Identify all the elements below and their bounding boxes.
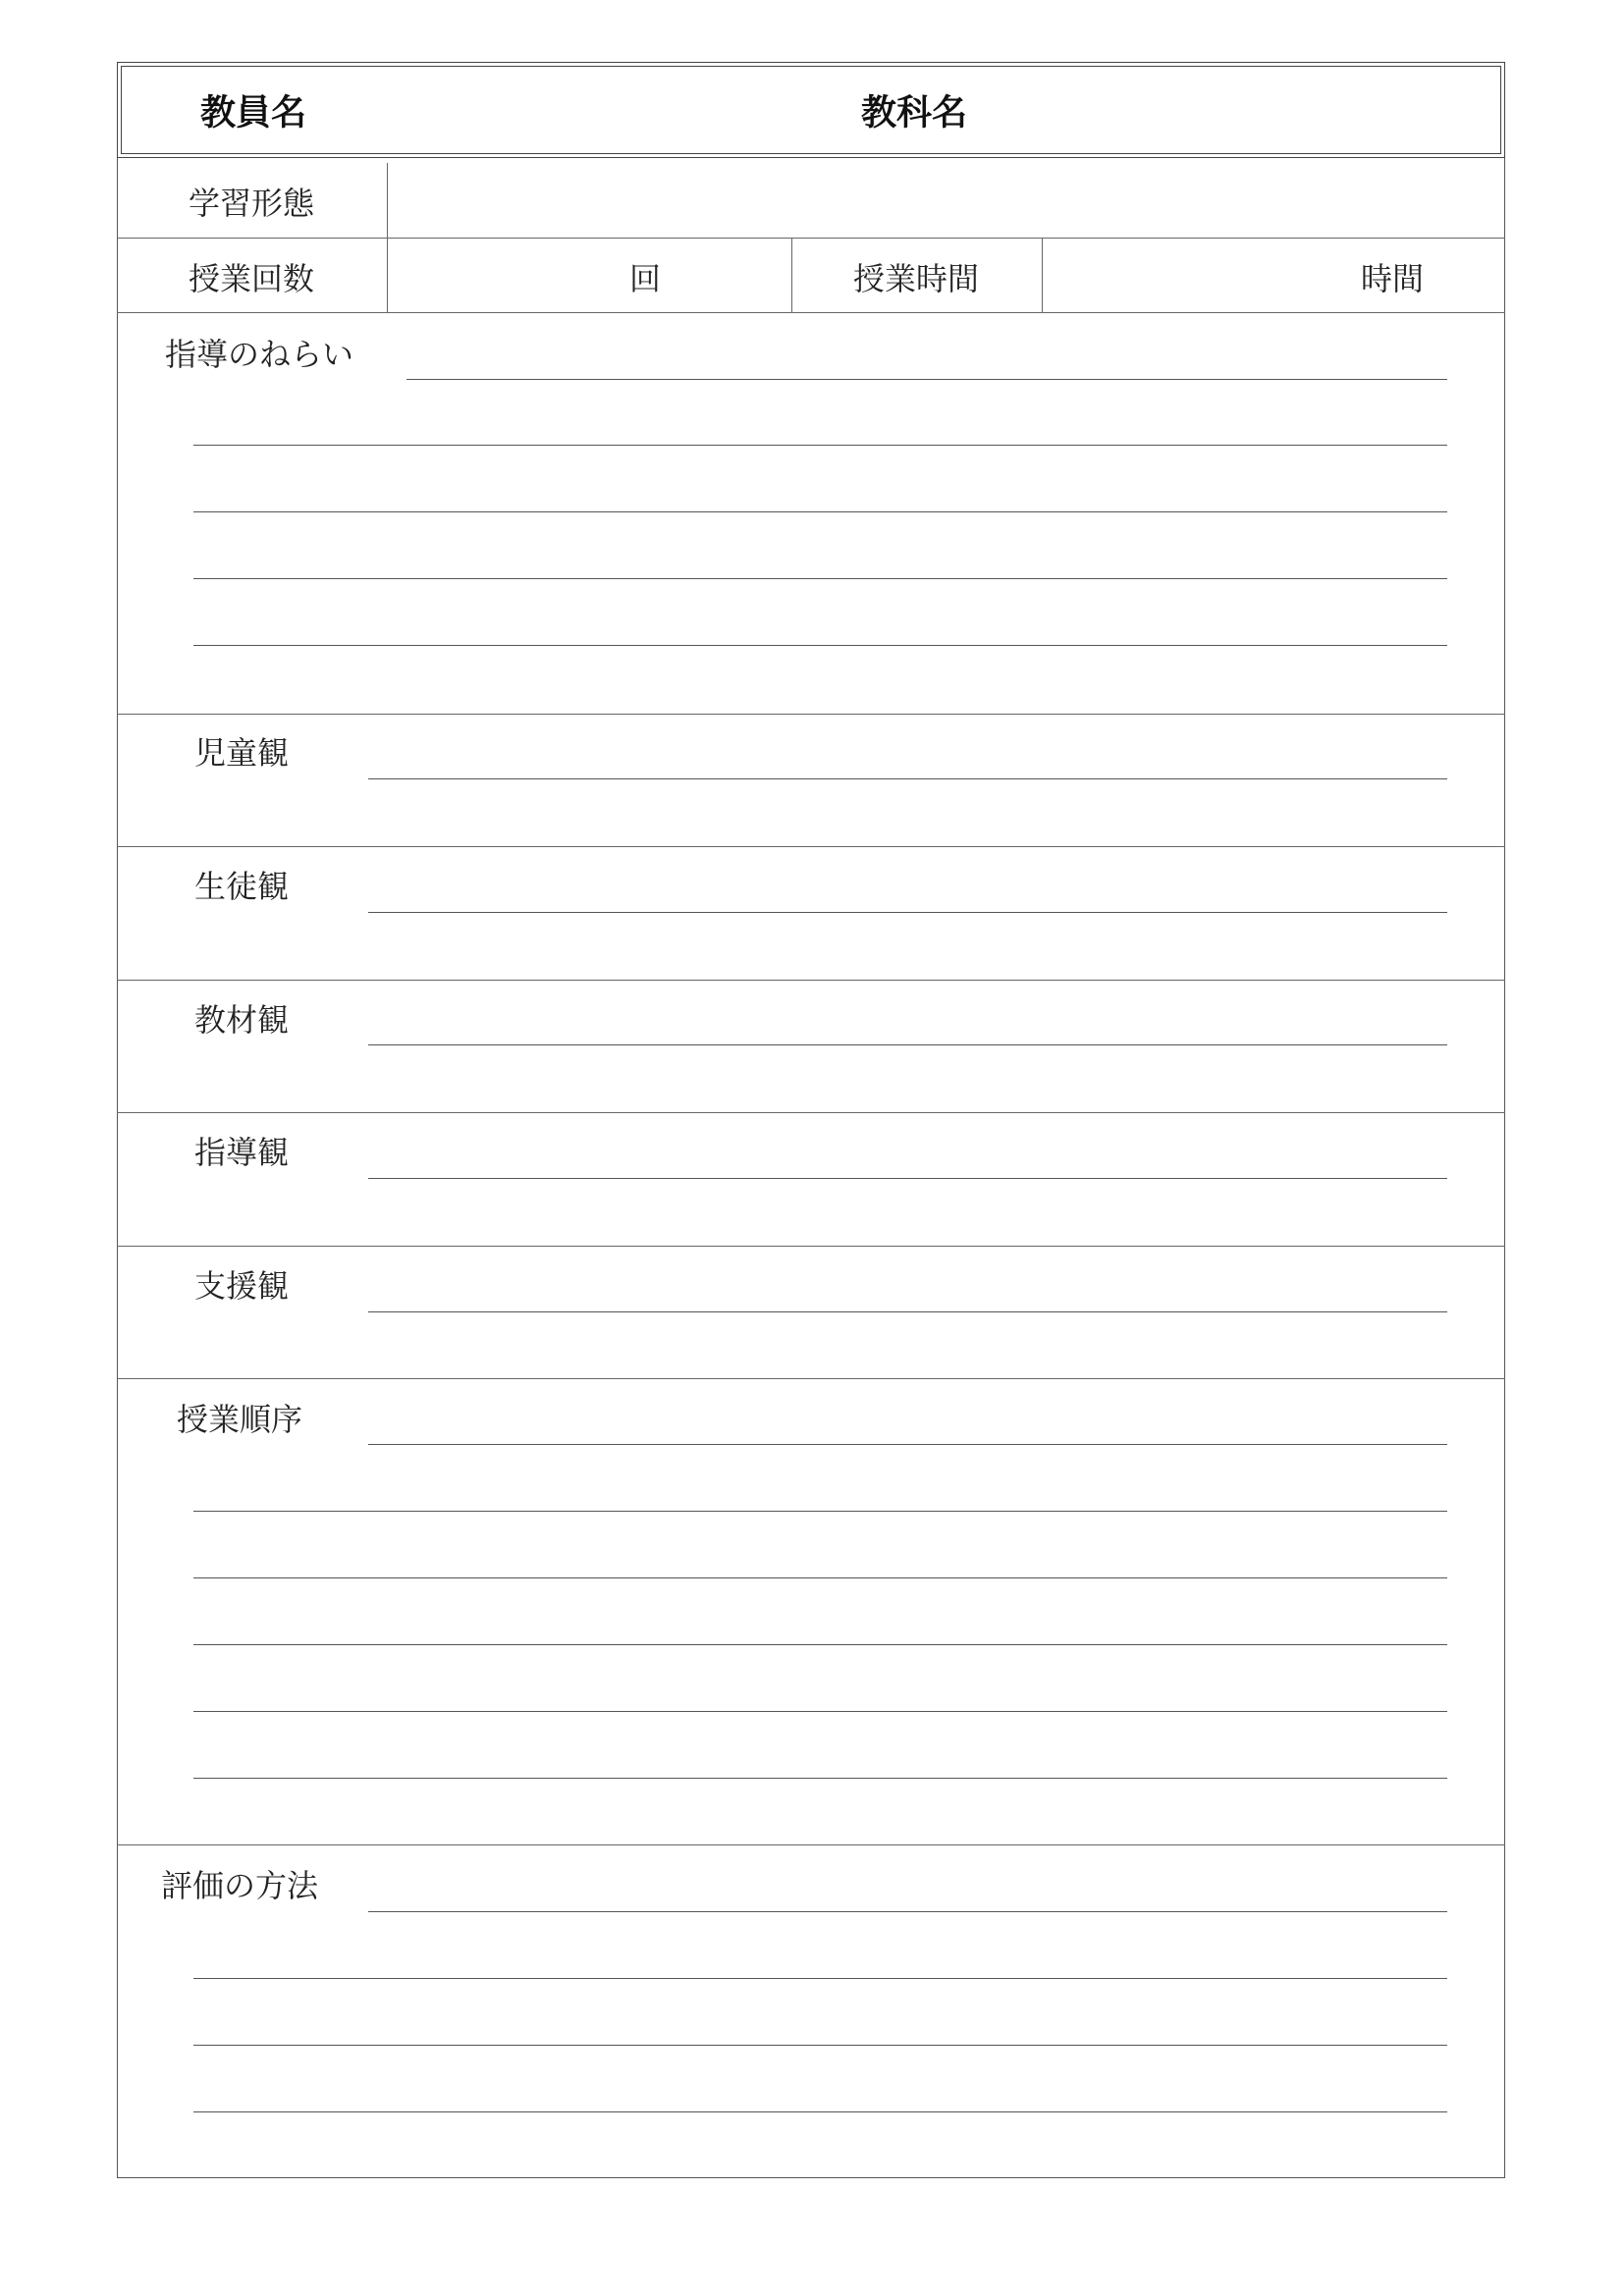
writing-line[interactable] [368,1044,1447,1045]
lesson-order-label: 授業順序 [177,1401,303,1438]
writing-line[interactable] [193,445,1447,446]
view-support-label: 支援観 [194,1267,290,1305]
writing-line[interactable] [193,2045,1447,2046]
view-children-label: 児童観 [194,734,290,772]
view-materials-label: 教材観 [194,1001,290,1039]
writing-line[interactable] [193,511,1447,512]
subject-name-label: 教科名 [860,92,968,133]
section-divider [117,980,1505,981]
column-divider [387,163,388,312]
writing-line[interactable] [193,1711,1447,1712]
row-divider [117,238,1505,239]
writing-line[interactable] [193,1511,1447,1512]
writing-line[interactable] [193,1577,1447,1578]
teacher-name-label: 教員名 [199,92,307,133]
section-divider [117,846,1505,847]
lesson-count-field[interactable] [389,240,789,310]
learning-format-label: 学習形態 [188,185,315,222]
writing-line[interactable] [193,1978,1447,1979]
column-divider [791,238,792,312]
view-students-label: 生徒観 [194,868,290,905]
view-instruction-label: 指導観 [194,1134,290,1171]
writing-line[interactable] [368,1444,1447,1445]
section-divider [117,714,1505,715]
section-divider [117,1246,1505,1247]
learning-format-field[interactable] [389,165,1502,236]
writing-line[interactable] [193,645,1447,646]
lesson-count-unit: 回 [628,260,662,297]
lesson-hours-field[interactable] [1044,240,1502,310]
section-divider [117,1112,1505,1113]
lesson-hours-unit: 時間 [1360,260,1425,297]
section-divider [117,1844,1505,1845]
writing-line[interactable] [193,1778,1447,1779]
writing-line[interactable] [368,912,1447,913]
form-header [117,62,1505,158]
row-divider [117,312,1505,313]
evaluation-label: 評価の方法 [161,1867,319,1904]
section-divider [117,1378,1505,1379]
writing-line[interactable] [368,778,1447,779]
lesson-count-label: 授業回数 [188,260,315,297]
writing-line[interactable] [193,2111,1447,2112]
writing-line[interactable] [193,578,1447,579]
writing-line[interactable] [193,1644,1447,1645]
column-divider [1042,238,1043,312]
lesson-hours-label: 授業時間 [852,260,980,297]
writing-line[interactable] [368,1911,1447,1912]
form-body-frame [117,158,1505,2178]
aims-label: 指導のねらい [165,336,354,373]
writing-line[interactable] [406,379,1447,380]
writing-line[interactable] [368,1311,1447,1312]
form-header-inner-border [121,66,1501,154]
writing-line[interactable] [368,1178,1447,1179]
